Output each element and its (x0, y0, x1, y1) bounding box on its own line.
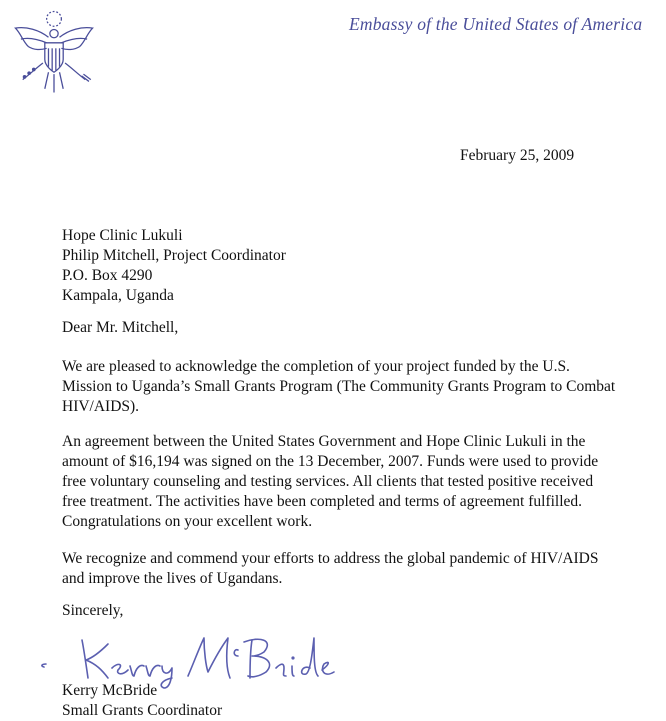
paragraph-line: free voluntary counseling and testing services. All clients that tested positive received (62, 473, 594, 490)
paragraph-line: An agreement between the United States Government and Hope Clinic Lukuli in the (62, 433, 586, 450)
great-seal-eagle-icon (8, 6, 100, 98)
recipient-line: P.O. Box 4290 (62, 267, 153, 284)
paragraph-line: Congratulations on your excellent work. (62, 513, 313, 530)
paragraph-acknowledgement (62, 357, 615, 417)
recipient-line: Philip Mitchell, Project Coordinator (62, 247, 286, 264)
paragraph-line: free treatment. The activities have been completed and terms of agreement fulfilled. (62, 493, 583, 510)
signer-title: Small Grants Coordinator (62, 702, 223, 719)
paragraph-line: and improve the lives of Ugandans. (62, 570, 283, 587)
paragraph-agreement (62, 432, 598, 532)
paragraph-line: amount of $16,194 was signed on the 13 December, 2007. Funds were used to provide (62, 453, 599, 470)
salutation: Dear Mr. Mitchell, (62, 319, 179, 336)
recipient-address (62, 226, 286, 306)
letter-date: February 25, 2009 (460, 147, 575, 164)
closing: Sincerely, (62, 602, 124, 619)
recipient-line: Kampala, Uganda (62, 287, 174, 304)
paragraph-line: Mission to Uganda’s Small Grants Program (The Community Grants Program to Combat (62, 378, 616, 395)
letterhead-title: Embassy of the United States of America (349, 14, 643, 34)
paragraph-recognition (62, 549, 599, 589)
paragraph-line: We are pleased to acknowledge the completion of your project funded by the U.S. (62, 358, 570, 375)
paragraph-line: HIV/AIDS). (62, 398, 140, 415)
signer-block (62, 681, 222, 721)
paragraph-line: We recognize and commend your efforts to address the global pandemic of HIV/AIDS (62, 550, 599, 567)
signer-name: Kerry McBride (62, 682, 158, 699)
recipient-line: Hope Clinic Lukuli (62, 227, 183, 244)
